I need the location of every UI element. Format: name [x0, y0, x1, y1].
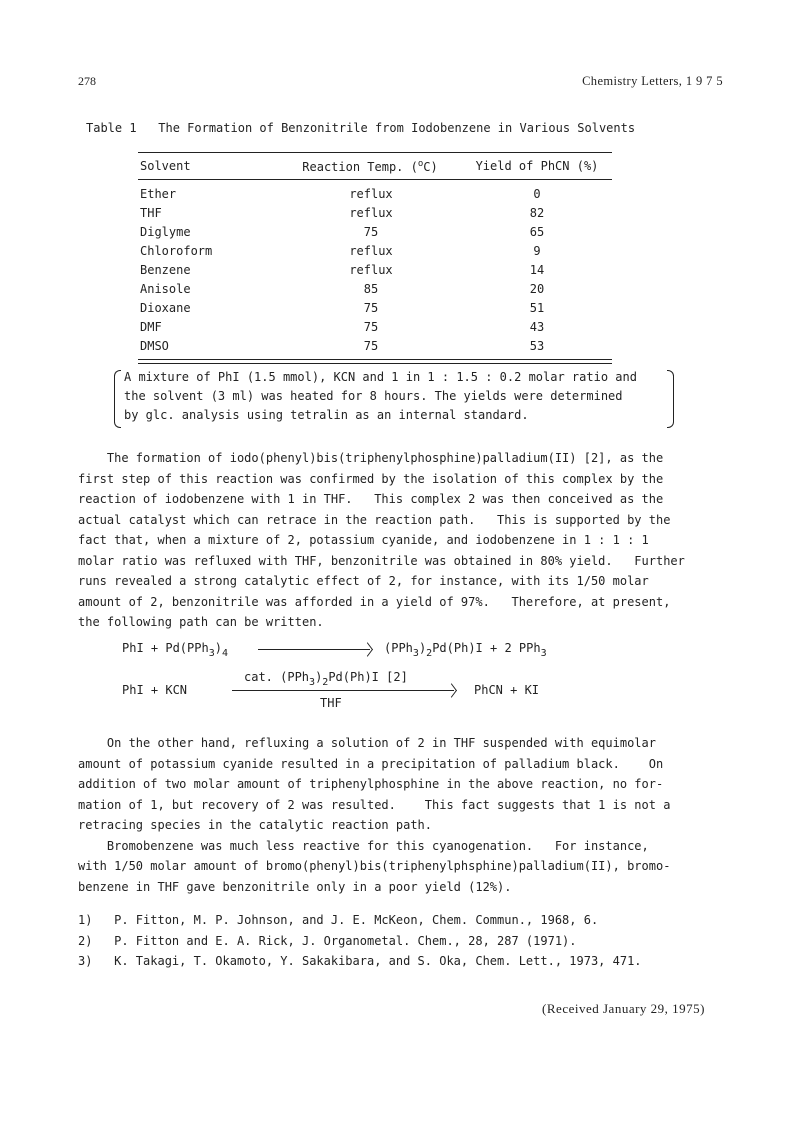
temp-cell: reflux — [349, 187, 393, 201]
solvent-cell: Benzene — [140, 263, 191, 277]
temp-cell: 75 — [363, 320, 379, 334]
right-brace-icon — [667, 370, 674, 428]
temp-cell: reflux — [349, 263, 393, 277]
temp-cell: 75 — [363, 225, 379, 239]
solvent-cell: Anisole — [140, 282, 191, 296]
solvent-cell: DMSO — [140, 339, 169, 353]
table-row — [138, 260, 612, 279]
solvent-cell: DMF — [140, 320, 162, 334]
text-line: runs revealed a strong catalytic effect of 2, for instance, with its 1/50 molar — [78, 574, 649, 588]
column-header-temp: Reaction Temp. ($^o$C) — [302, 159, 438, 174]
table-bottom-rule-2 — [138, 363, 612, 364]
left-brace-icon — [114, 370, 121, 428]
text-line: first step of this reaction was confirmed by the isolation of this complex by the — [78, 471, 664, 486]
table-row — [138, 241, 612, 260]
yield-cell: 20 — [529, 282, 545, 296]
equation-2-solvent: THF — [320, 696, 342, 710]
temp-cell: 75 — [363, 301, 379, 315]
footnote-line: the solvent (3 ml) was heated for 8 hours. The yields were determined — [124, 389, 623, 403]
text-line: molar ratio was refluxed with THF, benzonitrile was obtained in 80% yield. Further — [78, 553, 685, 568]
temp-cell: reflux — [349, 206, 393, 220]
solvent-cell: Ether — [140, 187, 177, 201]
yield-cell: 43 — [529, 320, 545, 334]
text-line: reaction of iodobenzene with 1 in THF. This complex 2 was then conceived as the — [78, 492, 664, 506]
table-row — [138, 336, 612, 355]
text-line: Bromobenzene was much less reactive for this cyanogenation. For instance, — [78, 838, 649, 853]
table-row — [138, 184, 612, 203]
text-line: fact that, when a mixture of 2, potassium cyanide, and iodobenzene in 1 : 1 : 1 — [78, 533, 649, 547]
equation-2-catalyst: cat. $(PPh_3)_2Pd(Ph)I$ [2] — [244, 670, 408, 688]
text-line: On the other hand, refluxing a solution of 2 in THF suspended with equimolar — [78, 736, 656, 750]
solvent-table — [138, 152, 612, 364]
yield-cell: 53 — [529, 339, 545, 353]
solvent-cell: Dioxane — [140, 301, 191, 315]
column-header-solvent: Solvent — [140, 159, 191, 173]
text-line: The formation of iodo(phenyl)bis(triphenylphosphine)palladium(II) [2], as the — [78, 451, 664, 465]
yield-cell: 14 — [529, 263, 545, 277]
page-number: 278 — [78, 74, 96, 88]
references — [78, 910, 642, 972]
equation-2-products: PhCN + KI — [474, 683, 540, 697]
equation-2-reactants: PhI + KCN — [122, 683, 188, 697]
table-header-row — [138, 153, 612, 179]
table-row — [138, 298, 612, 317]
temp-cell: 75 — [363, 339, 379, 353]
footnote-line: A mixture of PhI (1.5 mmol), KCN and 1 in 1 : 1.5 : 0.2 molar ratio and — [124, 370, 637, 384]
table-bottom-rule — [138, 359, 612, 360]
yield-cell: 82 — [529, 206, 545, 220]
equation-1-reactants: PhI + $Pd(PPh_3)_4$ — [122, 641, 228, 659]
text-line: addition of two molar amount of triphenylphosphine in the above reaction, no for- — [78, 777, 664, 791]
reference-item: 3) K. Takagi, T. Okamoto, Y. Sakakibara, and S. Oka, Chem. Lett., 1973, 471. — [78, 954, 642, 968]
yield-cell: 51 — [529, 301, 545, 315]
column-header-yield: Yield of PhCN (%) — [475, 159, 599, 173]
reaction-arrow-icon — [258, 649, 370, 650]
yield-cell: 65 — [529, 225, 545, 239]
equation-1-products: $(PPh_3)_2Pd(Ph)I + 2$ PPh$_3$ — [384, 641, 547, 659]
table-caption: Table 1 The Formation of Benzonitrile from Iodobenzene in Various Solvents — [86, 121, 636, 135]
text-line: amount of potassium cyanide resulted in a precipitation of palladium black. On — [78, 756, 664, 771]
yield-cell: 9 — [533, 244, 541, 258]
solvent-cell: Diglyme — [140, 225, 191, 239]
yield-cell: 0 — [533, 187, 541, 201]
text-line: benzene in THF gave benzonitrile only in a poor yield (12%). — [78, 879, 512, 894]
text-line: with 1/50 molar amount of bromo(phenyl)bis(triphenylphsphine)palladium(II), bromo- — [78, 859, 671, 873]
solvent-cell: Chloroform — [140, 244, 213, 258]
reference-item: 2) P. Fitton and E. A. Rick, J. Organometal. Chem., 28, 287 (1971). — [78, 933, 577, 948]
text-line: actual catalyst which can retrace in the reaction path. This is supported by the — [78, 512, 671, 527]
table-row — [138, 317, 612, 336]
reference-item: 1) P. Fitton, M. P. Johnson, and J. E. McKeon, Chem. Commun., 1968, 6. — [78, 913, 599, 927]
reaction-arrow-icon — [232, 690, 454, 691]
table-row — [138, 203, 612, 222]
paragraph-2 — [78, 733, 718, 897]
table-footnote — [114, 368, 672, 425]
text-line: mation of 1, but recovery of 2 was resulted. This fact suggests that 1 is not a — [78, 797, 671, 812]
text-line: retracing species in the catalytic reaction path. — [78, 818, 433, 832]
table-body — [138, 180, 612, 359]
journal-title: Chemistry Letters, 1 9 7 5 — [582, 74, 723, 88]
table-row — [138, 279, 612, 298]
text-line: the following path can be written. — [78, 615, 324, 629]
text-line: amount of 2, benzonitrile was afforded in a yield of 97%. Therefore, at present, — [78, 594, 671, 609]
paragraph-1 — [78, 448, 718, 633]
temp-cell: reflux — [349, 244, 393, 258]
temp-cell: 85 — [363, 282, 379, 296]
solvent-cell: THF — [140, 206, 162, 220]
received-date: (Received January 29, 1975) — [542, 1001, 705, 1016]
table-row — [138, 222, 612, 241]
footnote-line: by glc. analysis using tetralin as an internal standard. — [124, 408, 529, 422]
